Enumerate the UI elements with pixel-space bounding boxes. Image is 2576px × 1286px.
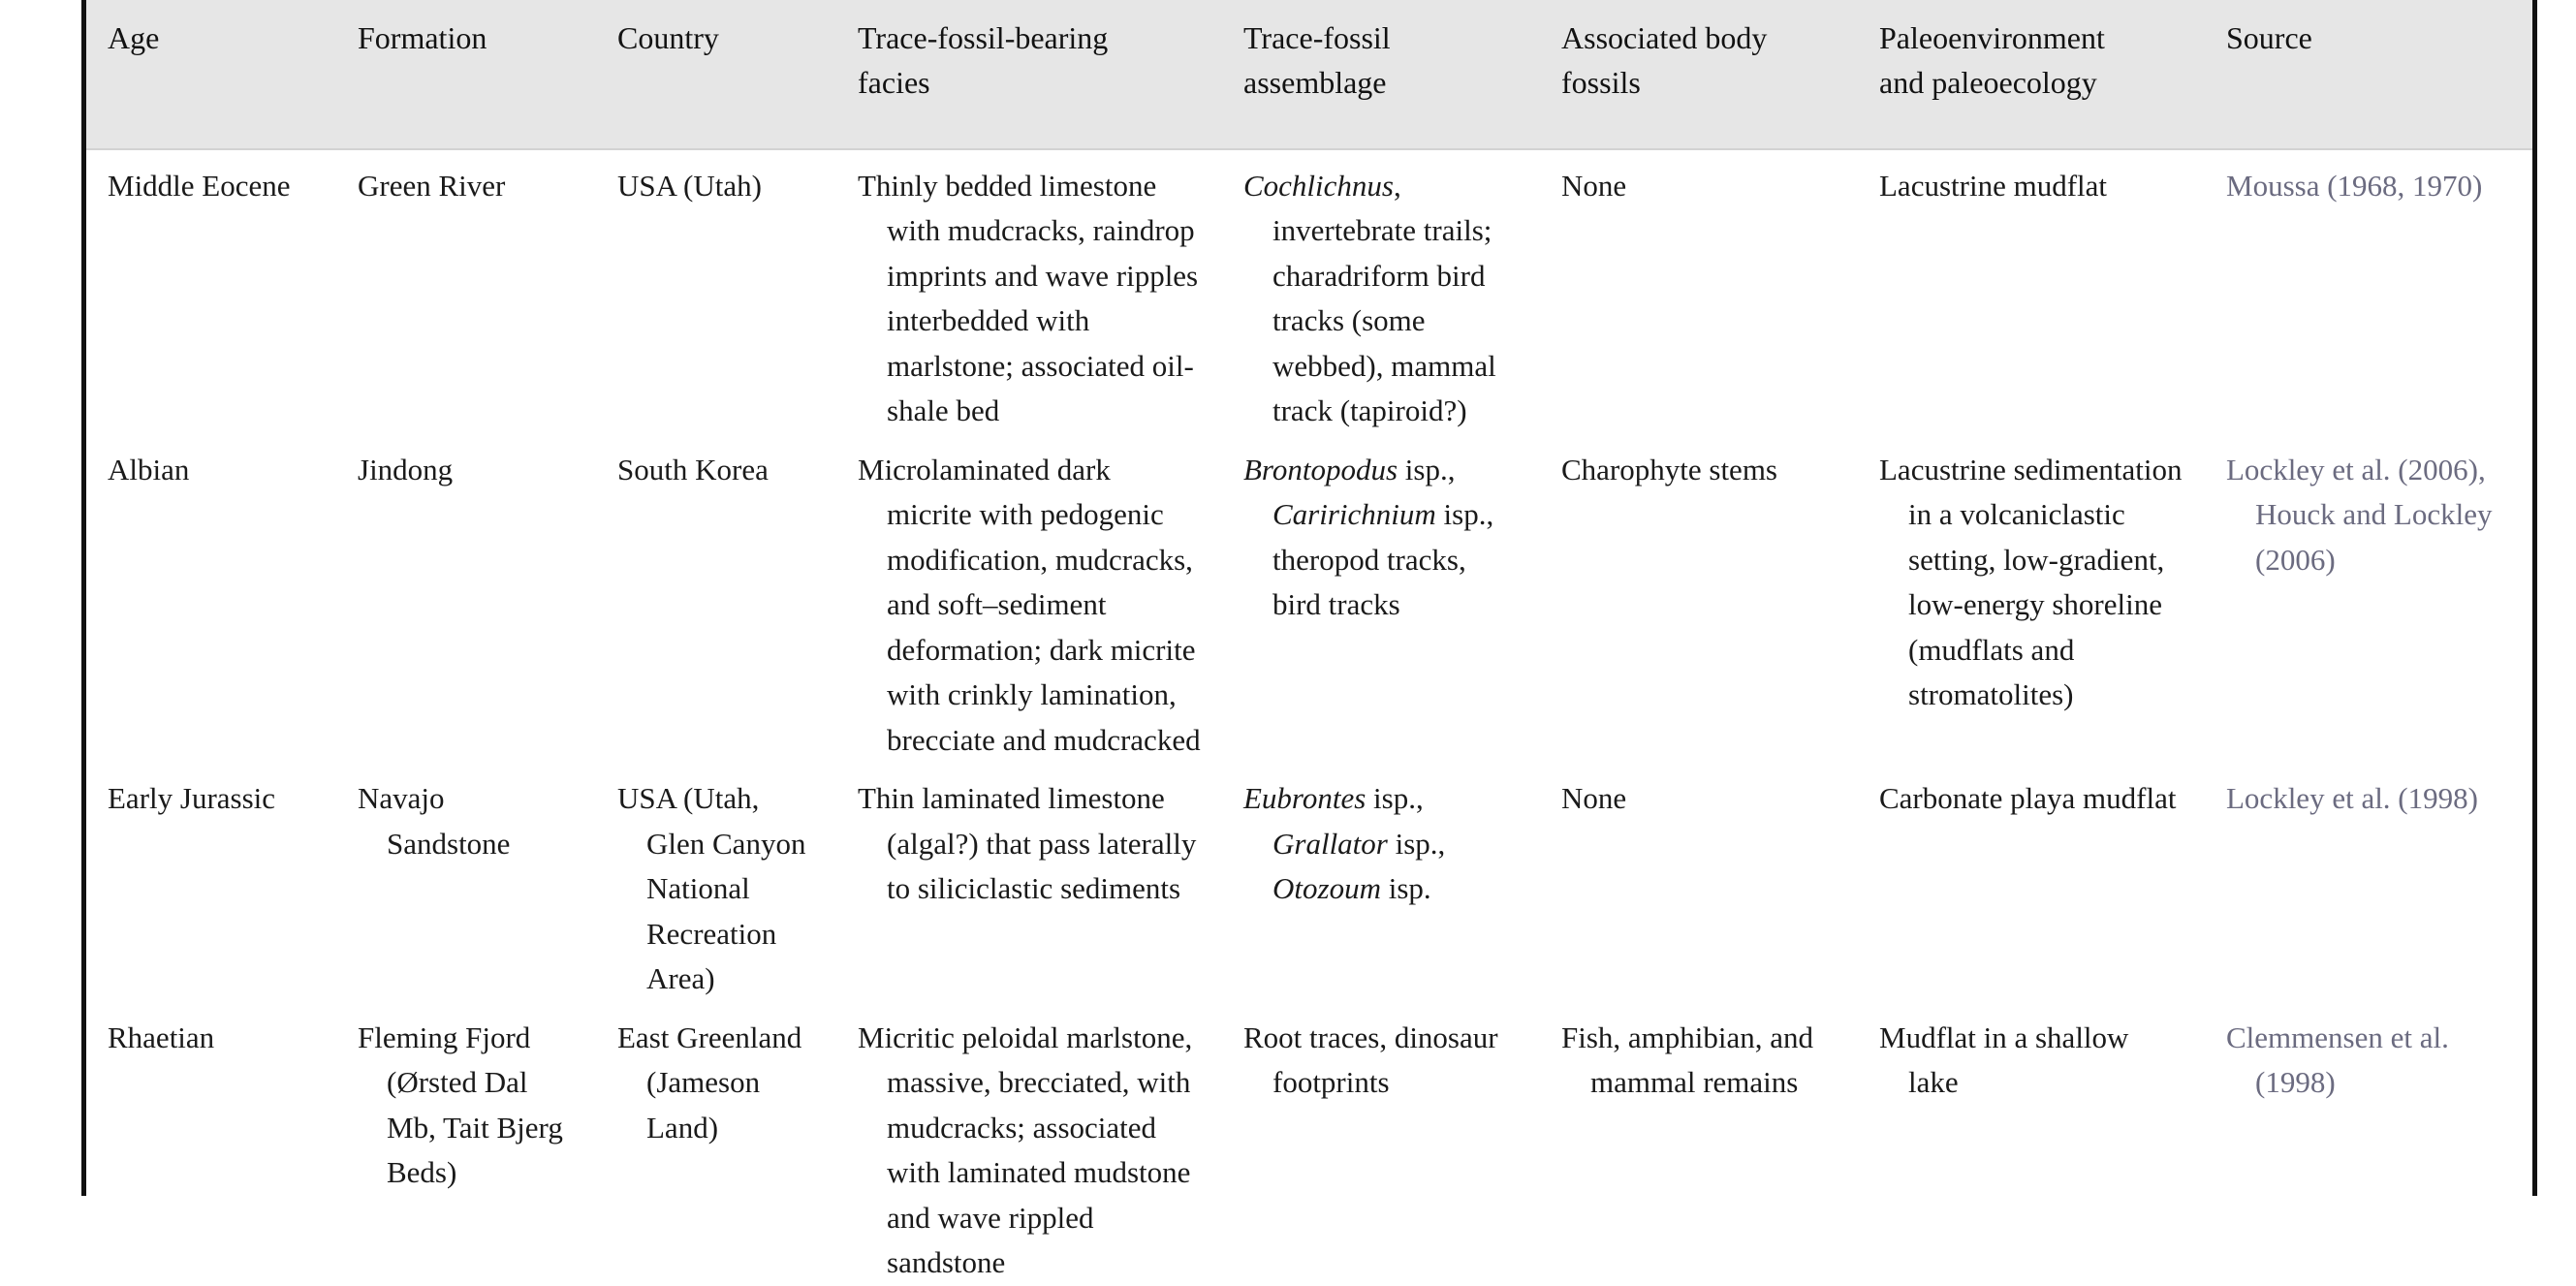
- column-header-age-label: Age: [108, 20, 160, 55]
- column-header-body-fossils-line1: Associated body: [1561, 20, 1768, 55]
- column-header-formation: [336, 0, 596, 149]
- assemblage-text: isp.: [1380, 871, 1431, 906]
- table-row: [86, 149, 2532, 434]
- cell-country: South Korea: [617, 452, 769, 486]
- cell-paleoenvironment: Lacustrine sedimentation in a volcaniclastic setting, low-gradient, low-energy shoreline (mudflats and stromatolites): [1879, 452, 2183, 712]
- column-header-source-label: Source: [2226, 20, 2312, 55]
- cell-country: USA (Utah, Glen Canyon National Recreation Area): [617, 781, 806, 996]
- column-header-facies: [836, 0, 1222, 149]
- cell-paleoenvironment: Carbonate playa mudflat: [1879, 781, 2177, 816]
- column-header-assemblage-line2: assemblage: [1243, 65, 1387, 101]
- table-row: [86, 434, 2532, 764]
- assemblage-text: isp.,: [1398, 452, 1456, 486]
- ichnotaxon-name: Caririchnium: [1272, 497, 1436, 532]
- cell-formation: Fleming Fjord (Ørsted Dal Mb, Tait Bjerg Beds): [358, 1019, 563, 1190]
- cell-facies: Microlaminated dark micrite with pedogenic modification, mudcracks, and soft–sediment deformation; dark micrite with crinkly lamination, brecciate and mudcracked: [858, 452, 1201, 757]
- table-header: [86, 0, 2532, 149]
- ichnotaxon-name: Grallator: [1272, 826, 1388, 861]
- ichnotaxon-name: Otozoum: [1272, 871, 1381, 906]
- column-header-facies-line2: facies: [858, 65, 930, 101]
- header-row: [86, 0, 2532, 149]
- column-header-body-fossils: [1540, 0, 1858, 149]
- assemblage-text: isp., theropod tracks, bird tracks: [1272, 497, 1494, 622]
- column-header-body-fossils-line2: fossils: [1561, 65, 1641, 101]
- column-header-country: [596, 0, 836, 149]
- right-page-rule: [2532, 0, 2537, 1196]
- cell-formation: Jindong: [358, 452, 454, 486]
- cell-body-fossils: None: [1561, 781, 1627, 816]
- ichnotaxon-name: Brontopodus: [1243, 452, 1398, 486]
- assemblage-text: isp.,: [1366, 781, 1424, 816]
- cell-country: USA (Utah): [617, 168, 762, 203]
- cell-assemblage: [1222, 149, 1540, 434]
- ichnotaxon-name: Cochlichnus: [1243, 168, 1394, 203]
- cell-formation: Navajo Sandstone: [358, 781, 511, 861]
- cell-formation: Green River: [358, 168, 506, 203]
- cell-body-fossils: Fish, amphibian, and mammal remains: [1561, 1019, 1814, 1100]
- column-header-assemblage-line1: Trace-fossil: [1243, 20, 1391, 55]
- column-header-country-label: Country: [617, 20, 719, 55]
- table-row: [86, 1002, 2532, 1286]
- cell-age: Early Jurassic: [108, 781, 276, 816]
- ichnotaxon-name: Eubrontes: [1243, 781, 1367, 816]
- cell-source: Clemmensen et al. (1998): [2226, 1019, 2449, 1100]
- cell-assemblage: [1222, 763, 1540, 1002]
- cell-country: East Greenland (Jameson Land): [617, 1019, 802, 1145]
- cell-source: Moussa (1968, 1970): [2226, 168, 2483, 203]
- cell-source: Lockley et al. (1998): [2226, 781, 2478, 816]
- column-header-paleoenvironment-line1: Paleoenvironment: [1879, 20, 2105, 55]
- cell-age: Middle Eocene: [108, 168, 291, 203]
- column-header-source: [2205, 0, 2532, 149]
- cell-age: Albian: [108, 452, 190, 486]
- assemblage-text: , invertebrate trails; charadriform bird tracks (some webbed), mammal track (tapiroid?): [1272, 168, 1496, 428]
- column-header-facies-line1: Trace-fossil-bearing: [858, 20, 1109, 55]
- cell-paleoenvironment: Mudflat in a shallow lake: [1879, 1019, 2129, 1100]
- trace-fossil-table: [86, 0, 2532, 1286]
- column-header-formation-label: Formation: [358, 20, 487, 55]
- cell-source: Lockley et al. (2006), Houck and Lockley (2006): [2226, 452, 2493, 577]
- assemblage-text: isp.,: [1387, 826, 1446, 861]
- cell-body-fossils: Charophyte stems: [1561, 452, 1777, 486]
- table-row: [86, 763, 2532, 1002]
- column-header-paleoenvironment: [1858, 0, 2205, 149]
- cell-facies: Micritic peloidal marlstone, massive, brecciated, with mudcracks; associated with laminated mudstone and wave rippled sandstone: [858, 1019, 1193, 1280]
- table-container: [86, 0, 2532, 1280]
- cell-assemblage: [1222, 434, 1540, 764]
- cell-assemblage: Root traces, dinosaur footprints: [1243, 1019, 1498, 1100]
- table-body: [86, 149, 2532, 1286]
- column-header-age: [86, 0, 336, 149]
- column-header-paleoenvironment-line2: and paleoecology: [1879, 65, 2097, 101]
- cell-facies: Thinly bedded limestone with mudcracks, raindrop imprints and wave ripples interbedded with marlstone; associated oil-shale bed: [858, 168, 1199, 428]
- cell-body-fossils: None: [1561, 168, 1627, 203]
- column-header-assemblage: [1222, 0, 1540, 149]
- cell-age: Rhaetian: [108, 1019, 215, 1054]
- cell-facies: Thin laminated limestone (algal?) that pass laterally to siliciclastic sediments: [858, 781, 1197, 906]
- cell-paleoenvironment: Lacustrine mudflat: [1879, 168, 2107, 203]
